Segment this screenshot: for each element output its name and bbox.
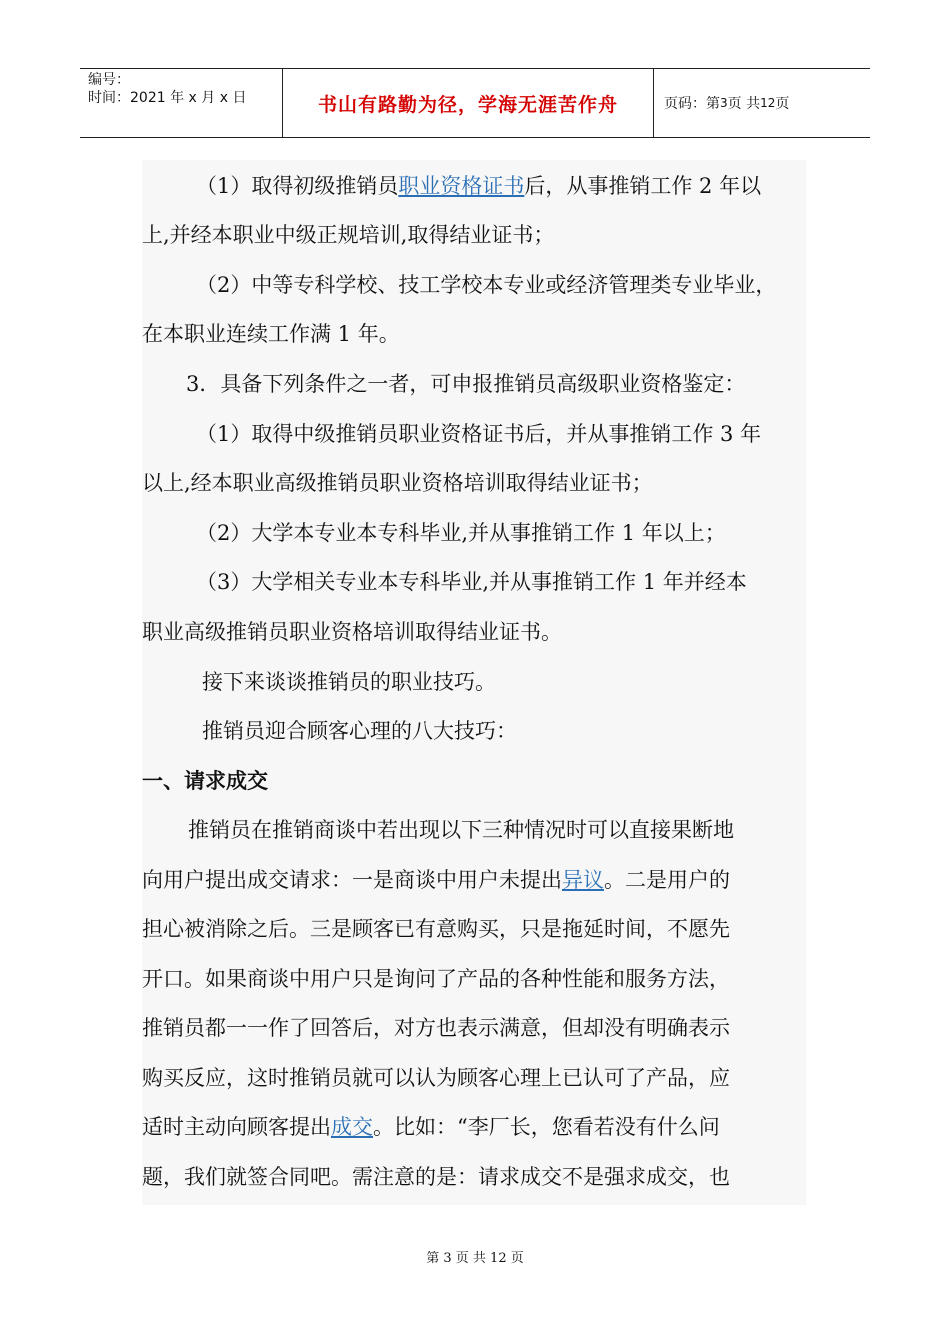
document-body (142, 160, 806, 1205)
page-mid: 页 共 (727, 96, 761, 112)
number-label: 编号： (88, 72, 130, 88)
paragraph-line: （2）中等专科学校、技工学校本专业或经济管理类专业毕业， (196, 273, 777, 297)
page-footer: 第 3 页 共 12 页 (426, 1251, 524, 1266)
link-deal[interactable]: 成交 (331, 1115, 373, 1139)
paragraph-line: （2）大学本专业本专科毕业,并从事推销工作 1 年以上； (196, 521, 726, 545)
header-motto: 书山有路勤为径，学海无涯苦作舟 (282, 69, 654, 137)
paragraph-line: 在本职业连续工作满 1 年。 (142, 322, 400, 346)
paragraph-line: （3）大学相关专业本专科毕业,并从事推销工作 1 年并经本 (196, 570, 747, 594)
paragraph-line: 担心被消除之后。三是顾客已有意购买，只是拖延时间，不愿先 (142, 917, 730, 941)
paragraph-line: 购买反应，这时推销员就可以认为顾客心理上已认可了产品，应 (142, 1066, 730, 1090)
section-heading: 一、请求成交 (142, 769, 268, 793)
page-header (80, 68, 870, 138)
paragraph-line: 3．具备下列条件之一者，可申报推销员高级职业资格鉴定： (186, 372, 746, 396)
paragraph-line: （1）取得中级推销员职业资格证书后，并从事推销工作 3 年 (196, 422, 762, 446)
header-info-cell (80, 69, 282, 137)
header-page-info (654, 69, 870, 137)
page-current: 3 (720, 96, 728, 110)
link-qualification-certificate[interactable]: 职业资格证书 (398, 174, 525, 198)
page-suffix: 页 (775, 96, 790, 112)
paragraph-line: 推销员在推销商谈中若出现以下三种情况时可以直接果断地 (188, 818, 734, 842)
link-objection[interactable]: 异议 (562, 868, 604, 892)
paragraph-line: （1）取得初级推销员职业资格证书后，从事推销工作 2 年以 (196, 174, 762, 198)
paragraph-line: 以上,经本职业高级推销员职业资格培训取得结业证书； (142, 471, 653, 495)
paragraph-line: 题，我们就签合同吧。需注意的是：请求成交不是强求成交，也 (142, 1165, 730, 1189)
paragraph-line: 推销员都一一作了回答后，对方也表示满意，但却没有明确表示 (142, 1016, 730, 1040)
page-prefix: 页码：第 (664, 96, 720, 112)
paragraph-line: 推销员迎合顾客心理的八大技巧： (202, 719, 517, 743)
paragraph-line: 职业高级推销员职业资格培训取得结业证书。 (142, 620, 562, 644)
page-total: 12 (760, 96, 776, 110)
paragraph-line: 开口。如果商谈中用户只是询问了产品的各种性能和服务方法， (142, 967, 730, 991)
paragraph-line: 向用户提出成交请求：一是商谈中用户未提出异议。二是用户的 (142, 868, 730, 892)
paragraph-line: 接下来谈谈推销员的职业技巧。 (202, 670, 496, 694)
time-label: 时间：2021 年 x 月 x 日 (88, 90, 247, 106)
paragraph-line: 适时主动向顾客提出成交。比如：“李厂长，您看若没有什么问 (142, 1115, 720, 1139)
paragraph-line: 上,并经本职业中级正规培训,取得结业证书； (142, 223, 555, 247)
